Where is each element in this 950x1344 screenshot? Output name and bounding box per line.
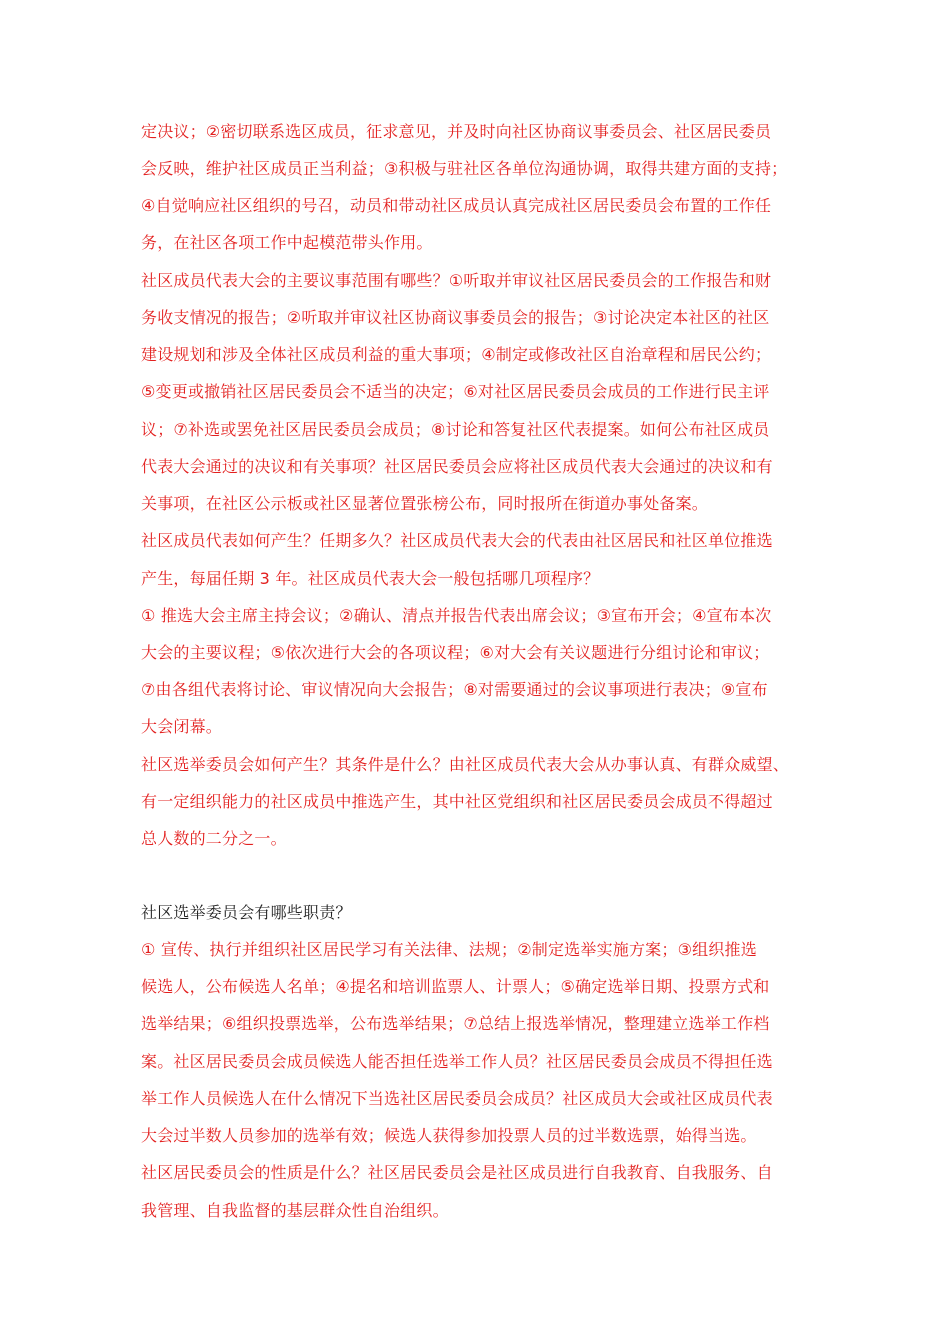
text-line: 社区成员代表如何产生？任期多久？社区成员代表大会的代表由社区居民和社区单位推选 — [141, 531, 773, 550]
text-line: 候选人，公布候选人名单；④提名和培训监票人、计票人；⑤确定选举日期、投票方式和 — [141, 977, 770, 996]
text-line: 有一定组织能力的社区成员中推选产生，其中社区党组织和社区居民委员会成员不得超过 — [141, 792, 773, 811]
text-line: ⑤变更或撤销社区居民委员会不适当的决定；⑥对社区居民委员会成员的工作进行民主评 — [141, 382, 770, 401]
text-line: 社区选举委员会如何产生？其条件是什么？由社区成员代表大会从办事认真、有群众威望、 — [141, 755, 790, 774]
text-line: 举工作人员候选人在什么情况下当选社区居民委员会成员？社区成员大会或社区成员代表 — [141, 1089, 773, 1108]
text-line: ⑦由各组代表将讨论、审议情况向大会报告；⑧对需要通过的会议事项进行表决；⑨宣布 — [141, 680, 768, 699]
text-line: ④自觉响应社区组织的号召，动员和带动社区成员认真完成社区居民委员会布置的工作任 — [141, 196, 772, 215]
text-line: 大会的主要议程；⑤依次进行大会的各项议程；⑥对大会有关议题进行分组讨论和审议； — [141, 643, 770, 662]
text-line: 关事项，在社区公示板或社区显著位置张榜公布，同时报所在街道办事处备案。 — [141, 494, 709, 513]
text-line: 我管理、自我监督的基层群众性自治组织。 — [141, 1201, 449, 1220]
text-line: 务收支情况的报告；②听取并审议社区协商议事委员会的报告；③讨论决定本社区的社区 — [141, 308, 770, 327]
text-line: ① 推选大会主席主持会议；②确认、清点并报告代表出席会议；③宣布开会；④宣布本次 — [141, 606, 772, 625]
text-line: 务，在社区各项工作中起模范带头作用。 — [141, 233, 433, 252]
section-heading: 社区选举委员会有哪些职责？ — [141, 903, 352, 922]
text-line: 建设规划和涉及全体社区成员利益的重大事项；④制定或修改社区自治章程和居民公约； — [141, 345, 772, 364]
text-line: 定决议；②密切联系选区成员，征求意见，并及时向社区协商议事委员会、社区居民委员 — [141, 122, 772, 141]
text-line: 社区居民委员会的性质是什么？社区居民委员会是社区成员进行自我教育、自我服务、自 — [141, 1163, 773, 1182]
text-line: 代表大会通过的决议和有关事项？社区居民委员会应将社区成员代表大会通过的决议和有 — [141, 457, 773, 476]
text-line: 大会过半数人员参加的选举有效；候选人获得参加投票人员的过半数选票，始得当选。 — [141, 1126, 757, 1145]
text-line: 总人数的二分之一。 — [141, 829, 287, 848]
text-line: ① 宣传、执行并组织社区居民学习有关法律、法规；②制定选举实施方案；③组织推选 — [141, 940, 757, 959]
text-line: 大会闭幕。 — [141, 717, 223, 736]
text-line: 会反映，维护社区成员正当利益；③积极与驻社区各单位沟通协调，取得共建方面的支持； — [141, 159, 788, 178]
text-line: 议；⑦补选或罢免社区居民委员会成员；⑧讨论和答复社区代表提案。如何公布社区成员 — [141, 420, 770, 439]
text-line: 选举结果；⑥组织投票选举，公布选举结果；⑦总结上报选举情况，整理建立选举工作档 — [141, 1014, 770, 1033]
text-line: 社区成员代表大会的主要议事范围有哪些？①听取并审议社区居民委员会的工作报告和财 — [141, 271, 772, 290]
text-line: 案。社区居民委员会成员候选人能否担任选举工作人员？社区居民委员会成员不得担任选 — [141, 1052, 773, 1071]
text-line: 产生，每届任期 3 年。社区成员代表大会一般包括哪几项程序？ — [141, 569, 600, 588]
